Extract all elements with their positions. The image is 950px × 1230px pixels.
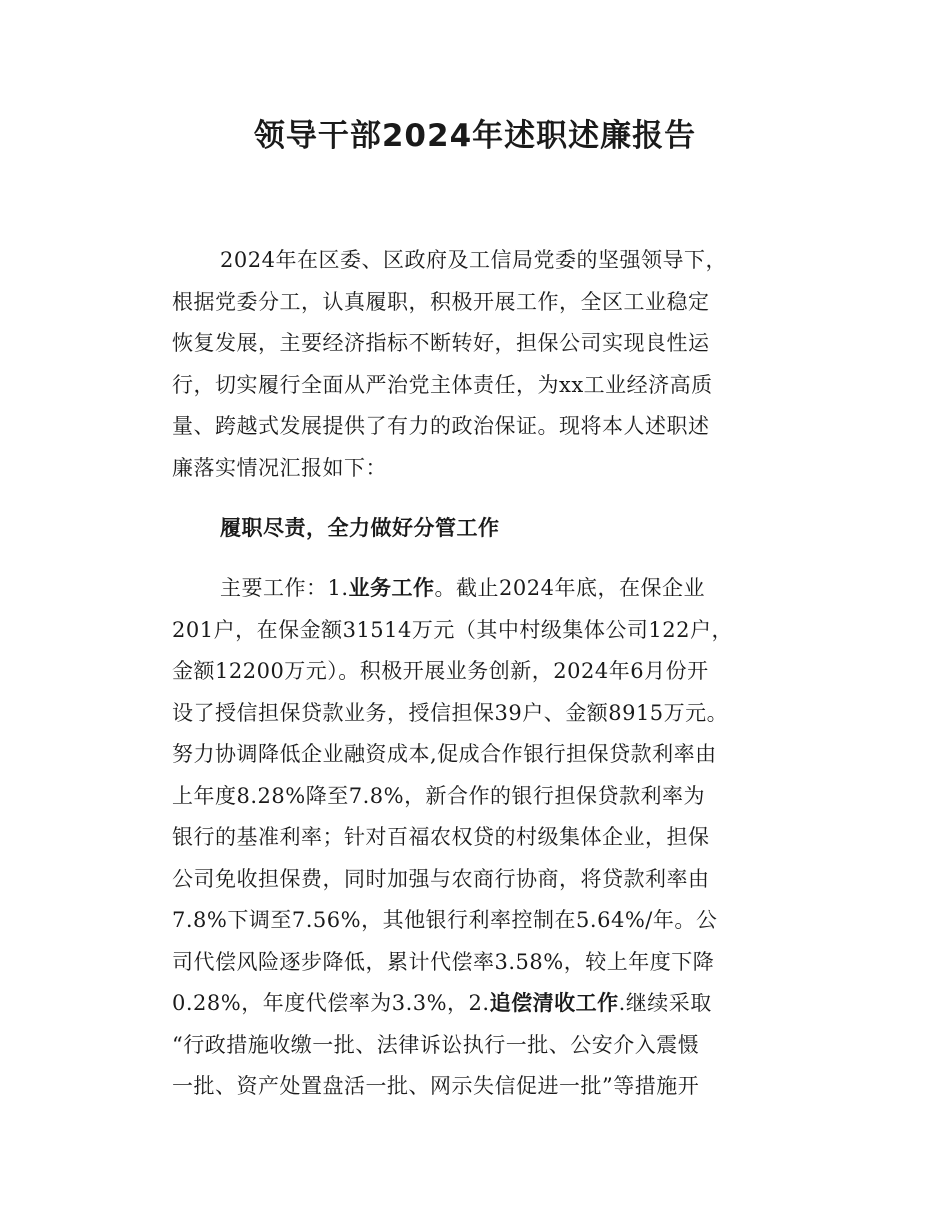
bold-term-recovery: 追偿清收工作 [489, 991, 619, 1015]
work-line: 银行的基准利率；针对百福农权贷的村级集体企业，担保 [172, 825, 710, 849]
intro-paragraph [172, 240, 812, 489]
work-text: 。截止2024年底，在保企业 [434, 576, 705, 600]
work-text: 主要工作：1. [220, 576, 349, 600]
work-line: 公司免收担保费，同时加强与农商行协商，将贷款利率由 [172, 866, 710, 891]
section-heading: 履职尽责，全力做好分管工作 [220, 516, 500, 540]
work-line-recovery [172, 983, 812, 1025]
work-text: .继续采取 [618, 991, 712, 1015]
work-line: 201户，在保金额31514万元（其中村级集体公司122户， [172, 617, 733, 642]
work-line: 7.8%下调至7.56%，其他银行利率控制在5.64%/年。公 [172, 908, 718, 932]
work-line: 上年度8.28%降至7.8%，新合作的银行担保贷款利率为 [172, 783, 706, 808]
work-line: 一批、资产处置盘活一批、网示失信促进一批”等措施开 [172, 1074, 700, 1098]
document-title: 领导干部2024年述职述廉报告 [253, 118, 697, 154]
intro-line: 恢复发展，主要经济指标不断转好，担保公司实现良性运 [172, 331, 710, 355]
work-line: 努力协调降低企业融资成本,促成合作银行担保贷款利率由 [172, 742, 717, 766]
intro-line: 根据党委分工，认真履职，积极开展工作，全区工业稳定 [172, 289, 710, 314]
work-line: 司代偿风险逐步降低，累计代偿率3.58%，较上年度下降 [172, 949, 715, 974]
work-paragraph [172, 568, 812, 1108]
intro-line: 2024年在区委、区政府及工信局党委的坚强领导下， [220, 248, 727, 272]
work-line: “行政措施收缴一批、法律诉讼执行一批、公安介入震慑 [172, 1032, 700, 1057]
work-line-first [172, 568, 812, 610]
intro-line: 廉落实情况汇报如下： [172, 455, 387, 480]
work-line: 金额12200万元）。积极开展业务创新，2024年6月份开 [172, 659, 709, 683]
intro-line: 量、跨越式发展提供了有力的政治保证。现将本人述职述 [172, 414, 710, 438]
work-line: 设了授信担保贷款业务，授信担保39户、金额8915万元。 [172, 700, 729, 725]
work-text: 0.28%，年度代偿率为3.3%，2. [172, 991, 490, 1015]
bold-term-business: 业务工作 [348, 576, 435, 600]
intro-line: 行，切实履行全面从严治党主体责任，为xx工业经济高质 [172, 372, 713, 397]
